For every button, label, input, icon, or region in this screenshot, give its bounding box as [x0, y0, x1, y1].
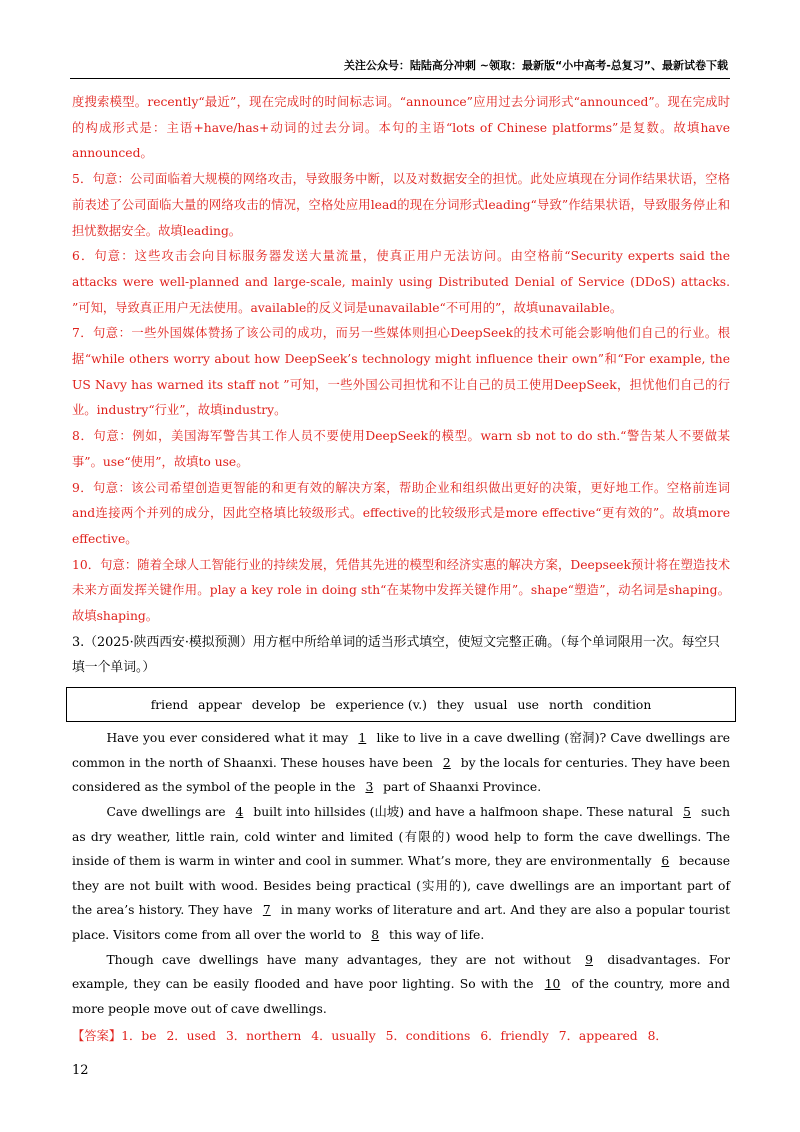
word-box-word: be	[310, 697, 326, 712]
passage-text: Though cave dwellings have many advantages, they are not without	[106, 952, 580, 967]
blank-1: 1	[358, 731, 367, 746]
word-box-word: friend	[150, 697, 189, 712]
question-header: 3.（2025·陕西西安·模拟预测）用方框中所给单词的适当形式填空，使短文完整正确。（每个单词限用一次。每空只填一个单词。）	[72, 634, 720, 676]
passage-text: built into hillsides (山坡) and have a halfmoon shape. These natural	[249, 804, 678, 819]
explanation-7: 7．句意：一些外国媒体赞扬了该公司的成功，而另一些媒体则担心DeepSeek的技术可能会影响他们自己的行业。根据“while others worry about how DeepSeek’s technology might influence their own”和“For example, the US Navy has warned its staff not ”可知，一些外国公司担忧和不让自己的员工使用DeepSeek，担忧他们自己的行业。industry“行业”，故填industry。	[72, 326, 730, 418]
blank-10: 10	[544, 977, 561, 992]
word-box-word: north	[548, 697, 584, 712]
answer-item: 8．	[647, 1029, 668, 1044]
blank-7: 7	[262, 903, 271, 918]
passage-text: such as dry weather, little rain, cold winter and limited (有限的) wood help to form the cave dwellings. The inside of them is warm in winter and cool in summer. What’s more, they are environmentally	[72, 804, 730, 869]
page-number: 12	[72, 1063, 89, 1078]
word-box-word: usual	[474, 697, 508, 712]
passage-text: disadvantages. For example, they can be easily flooded and have poor lighting. So with the	[72, 952, 730, 992]
passage-text: of the country, more and more people move out of cave dwellings.	[72, 977, 730, 1016]
answer-item: 3．northern	[225, 1029, 302, 1044]
passage-paragraph-2	[72, 800, 730, 948]
page-header: 关注公众号：陆陆高分冲刺 ~领取：最新版“小中高考-总复习”、最新试卷下载	[343, 59, 728, 72]
explanation-5: 5．句意：公司面临着大规模的网络攻击，导致服务中断，以及对数据安全的担忧。此处应填现在分词作结果状语，空格前表述了公司面临大量的网络攻击的情况，空格处应用lead的现在分词形式leading“导致”作结果状语，导致服务停止和担忧数据安全。故填leading。	[72, 172, 730, 238]
word-box-word: condition	[593, 697, 652, 712]
passage-text: in many works of literature and art. And they are also a popular tourist place. Visitors come from all over the world to	[72, 903, 730, 942]
passage-paragraph-1	[72, 726, 730, 800]
explanation-continued: 度搜索模型。recently“最近”，现在完成时的时间标志词。“announce”应用过去分词形式“announced”。现在完成时的构成形式是：主语+have/has+动词的过去分词。本句的主语“lots of Chinese platforms”是复数。故填have announced。	[72, 95, 730, 161]
passage-text: Cave dwellings are	[106, 804, 230, 819]
passage-text: because they are not built with wood. Besides being practical (实用的), cave dwellings are an important part of the area’s history. They have	[72, 854, 730, 918]
answer-item: 2．used	[166, 1029, 216, 1044]
blank-5: 5	[683, 804, 691, 819]
passage-text: this way of life.	[385, 927, 485, 942]
blank-8: 8	[371, 927, 380, 942]
blank-6: 6	[661, 854, 670, 869]
answer-item: 5．conditions	[385, 1029, 471, 1044]
passage-text: Have you ever considered what it may	[106, 731, 353, 746]
blank-2: 2	[442, 755, 451, 770]
word-box-word: they	[436, 697, 465, 712]
word-box-word: develop	[251, 697, 301, 712]
answer-item: 1．be	[121, 1029, 157, 1044]
explanation-6: 6．句意：这些攻击会向目标服务器发送大量流量，使真正用户无法访问。由空格前“Security experts said the attacks were well-planned and large-scale, mainly using Distributed Denial of Service (DDoS) attacks. ”可知，导致真正用户无法使用。available的反义词是unavailable“不可用的”，故填unavailable。	[72, 249, 730, 315]
explanation-8: 8．句意：例如，美国海军警告其工作人员不要使用DeepSeek的模型。warn sb not to do sth.“警告某人不要做某事”。use“使用”，故填to use。	[72, 429, 730, 469]
word-box-word: appear	[198, 697, 242, 712]
passage-text: like to live in a cave dwelling (窑洞)? Cave dwellings are common in the north of Shaanxi. These houses have been	[72, 731, 730, 770]
page-content	[72, 90, 730, 1049]
word-box-word: experience (v.)	[335, 697, 427, 712]
word-box-word: use	[517, 697, 539, 712]
explanation-10: 10．句意：随着全球人工智能行业的持续发展，凭借其先进的模型和经济实惠的解决方案，Deepseek预计将在塑造技术未来方面发挥关键作用。play a key role in doing sth“在某物中发挥关键作用”。shape“塑造”，动名词是shaping。故填shaping。	[72, 557, 730, 624]
word-box	[66, 687, 736, 722]
answer-item: 6．friendly	[480, 1029, 549, 1044]
blank-4: 4	[235, 804, 244, 819]
header-divider	[70, 78, 730, 79]
answer-label: 【答案】	[72, 1029, 122, 1044]
answer-item: 7．appeared	[558, 1029, 638, 1044]
passage-text: by the locals for centuries. They have been considered as the symbol of the people in the	[72, 755, 731, 795]
explanation-9: 9．句意：该公司希望创造更智能的和更有效的解决方案，帮助企业和组织做出更好的决策，更好地工作。空格前连词and连接两个并列的成分，因此空格填比较级形式。effective的比较级形式是more effective“更有效的”。故填more effective。	[72, 480, 730, 546]
answer-item: 4．usually	[311, 1029, 376, 1044]
passage-paragraph-3	[72, 948, 730, 1022]
passage-text: part of Shaanxi Province.	[379, 780, 542, 795]
blank-9: 9	[585, 952, 593, 967]
blank-3: 3	[365, 780, 374, 795]
answer-line	[72, 1023, 730, 1049]
